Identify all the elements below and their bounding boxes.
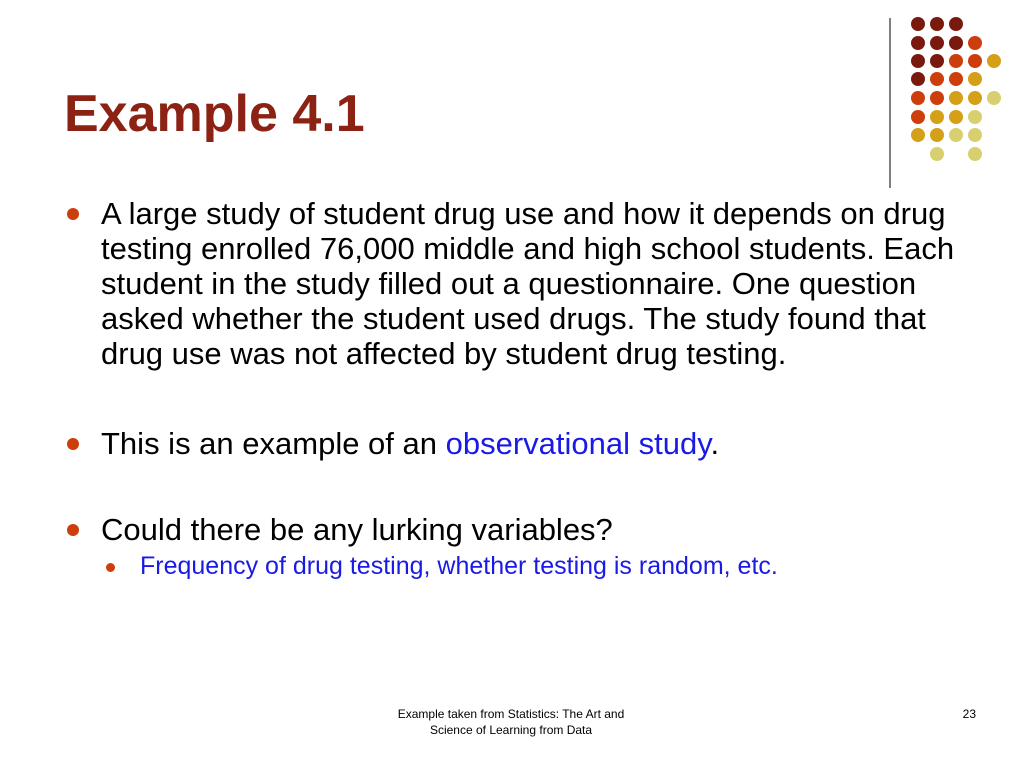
decorative-dot [930,128,944,142]
bullet-text: Could there be any lurking variables? [101,512,613,547]
decorative-dot [987,91,1001,105]
decorative-dot [911,91,925,105]
decorative-dot [968,110,982,124]
decorative-vertical-rule [889,18,891,188]
decorative-dot [949,91,963,105]
bullet-item [64,512,964,547]
bullet-text-prefix: This is an example of an [101,426,446,461]
highlighted-term: observational study [445,426,711,461]
decorative-dot [930,54,944,68]
decorative-dot [930,110,944,124]
slide-body [64,196,964,581]
decorative-dot [949,128,963,142]
decorative-dot [949,72,963,86]
sub-bullet-dot-icon [106,563,115,572]
decorative-dot [911,54,925,68]
decorative-dot [968,36,982,50]
bullet-text: A large study of student drug use and how it depends on drug testing enrolled 76,000 middle and high school students. Each student in the study filled out a questionnaire. One question asked whether the student used drugs. The study found that drug use was not affected by student drug testing. [101,196,955,371]
bullet-item [64,426,964,461]
decorative-dot [911,110,925,124]
footer-line-1: Example taken from Statistics: The Art and [397,707,625,721]
decorative-dot [968,147,982,161]
decorative-dot [949,36,963,50]
sub-bullet-text: Frequency of drug testing, whether testing is random, etc. [140,552,778,580]
decorative-dot [968,91,982,105]
decorative-dot [968,72,982,86]
bullet-item [64,196,964,371]
decorative-dot [949,17,963,31]
decorative-dot [968,54,982,68]
decorative-dot [949,110,963,124]
decorative-dot [930,147,944,161]
decorative-dot [911,72,925,86]
decorative-dot [930,17,944,31]
bullet-text-suffix: . [710,426,720,461]
slide-title: Example 4.1 [64,85,365,143]
decorative-dot [911,36,925,50]
decorative-dot [911,17,925,31]
bullet-dot-icon [67,438,79,450]
sub-bullet-item [64,551,964,581]
slide-footer [356,706,666,738]
bullet-dot-icon [67,524,79,536]
decorative-dot [987,54,1001,68]
decorative-dot [911,128,925,142]
decorative-dot [949,54,963,68]
footer-line-2: Science of Learning from Data [429,723,593,737]
decorative-dot [968,128,982,142]
decorative-dot [930,72,944,86]
decorative-dot [930,91,944,105]
page-number: 23 [962,707,976,721]
bullet-dot-icon [67,208,79,220]
decorative-dot [930,36,944,50]
